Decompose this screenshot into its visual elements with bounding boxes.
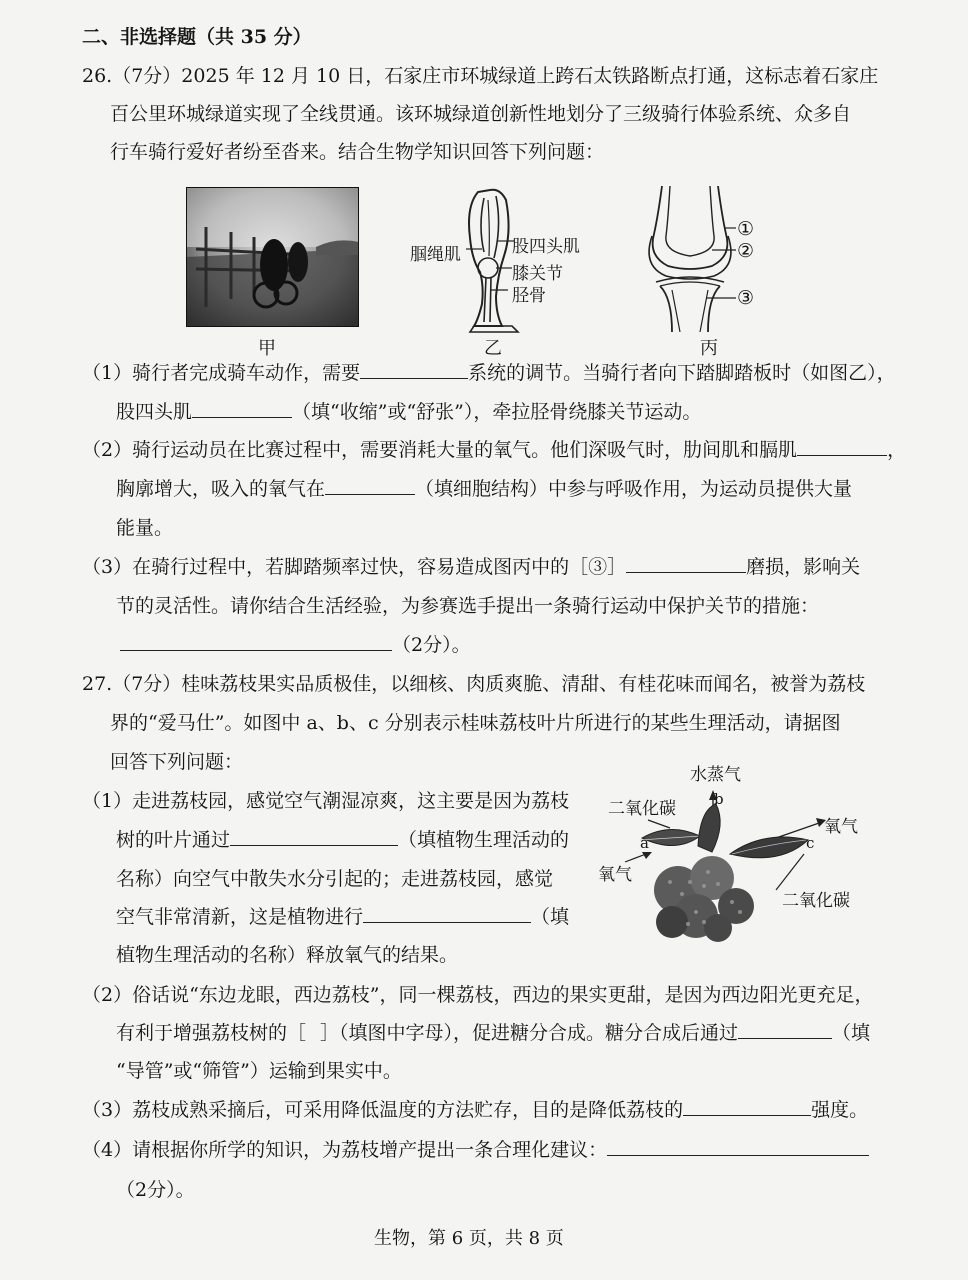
text: （3）在骑行过程中，若脚踏频率过快，容易造成图丙中的［③］ xyxy=(82,556,627,578)
text: 强度。 xyxy=(811,1099,869,1121)
q26-p2-line-1 xyxy=(82,437,906,463)
q26-intro-line-3: 行车骑行爱好者纷至沓来。结合生物学知识回答下列问题： xyxy=(110,141,605,163)
q27-p1-line-5: 植物生理活动的名称）释放氧气的结果。 xyxy=(116,944,459,966)
answer-blank[interactable] xyxy=(797,437,887,456)
q27-p1-line-1: （1）走进荔枝园，感觉空气潮湿凉爽，这主要是因为荔枝 xyxy=(82,790,570,812)
label-a: a xyxy=(640,834,649,852)
knee-label-1: ① xyxy=(737,218,755,240)
label-hamstring: 腘绳肌 xyxy=(410,245,461,265)
label-b: b xyxy=(714,790,724,808)
figure-caption-jia: 甲 xyxy=(258,338,276,359)
text: （填“收缩”或“舒张”），牵拉胫骨绕膝关节运动。 xyxy=(292,401,702,423)
q26-intro-line-2: 百公里环城绿道实现了全线贯通。该环城绿道创新性地划分了三级骑行体验系统、众多自 xyxy=(110,103,852,125)
q27-p2-line-2 xyxy=(116,1020,870,1046)
q26-p1-line-1 xyxy=(82,360,896,386)
text: 股四头肌 xyxy=(116,401,193,423)
answer-blank[interactable] xyxy=(192,399,292,418)
text: （2）骑行运动员在比赛过程中，需要消耗大量的氧气。他们深吸气时，肋间肌和膈肌 xyxy=(82,439,798,461)
q27-intro-line-1: 27.（7分）桂味荔枝果实品质极佳，以细核、肉质爽脆、清甜、有桂花味而闻名，被誉为荔枝 xyxy=(82,673,866,695)
text: （填 xyxy=(832,1022,871,1044)
answer-blank[interactable] xyxy=(325,476,415,495)
text: （4）请根据你所学的知识，为荔枝增产提出一条合理化建议： xyxy=(82,1139,608,1161)
answer-blank[interactable] xyxy=(363,904,531,923)
q27-p1-line-2 xyxy=(116,827,569,853)
answer-blank[interactable] xyxy=(626,554,746,573)
text: ］（填图中字母），促进糖分合成。糖分合成后通过 xyxy=(320,1022,739,1044)
label-oxygen-right: 氧气 xyxy=(824,817,858,837)
text: （3）荔枝成熟采摘后，可采用降低温度的方法贮存，目的是降低荔枝的 xyxy=(82,1099,684,1121)
text: 有利于增强荔枝树的［ xyxy=(116,1022,307,1044)
answer-blank[interactable] xyxy=(738,1020,832,1039)
answer-blank[interactable] xyxy=(360,360,468,379)
text: ， xyxy=(887,439,907,461)
knee-label-3: ③ xyxy=(737,287,755,309)
text: （1）骑行者完成骑车动作，需要 xyxy=(82,362,361,384)
answer-blank[interactable] xyxy=(683,1097,811,1116)
label-c: c xyxy=(806,834,815,852)
figure-caption-bing: 丙 xyxy=(700,338,718,359)
q26-p2-line-3: 能量。 xyxy=(116,517,174,539)
q26-p3-line-1 xyxy=(82,554,860,580)
q26-intro-line-1: 26.（7分）2025 年 12 月 10 日，石家庄市环城绿道上跨石太铁路断点打通，这标志着石家庄 xyxy=(82,65,879,87)
label-tibia: 胫骨 xyxy=(512,286,546,306)
q26-p2-line-2 xyxy=(116,476,852,502)
figure-caption-yi: 乙 xyxy=(484,338,502,359)
page-footer: 生物，第 6 页，共 8 页 xyxy=(374,1228,564,1249)
label-co2-bottom: 二氧化碳 xyxy=(782,891,850,911)
answer-blank[interactable] xyxy=(120,632,392,651)
q27-p1-line-4 xyxy=(116,904,569,930)
label-oxygen-left: 氧气 xyxy=(598,865,632,885)
label-knee-joint: 膝关节 xyxy=(512,264,563,284)
q26-p1-line-2 xyxy=(116,399,701,425)
text: 系统的调节。当骑行者向下踏脚踏板时（如图乙）， xyxy=(468,362,896,384)
q27-intro-line-2: 界的“爱马仕”。如图中 a、b、c 分别表示桂味荔枝叶片所进行的某些生理活动，请据图 xyxy=(110,712,841,734)
answer-blank[interactable] xyxy=(607,1137,869,1156)
text: （2分）。 xyxy=(392,634,471,656)
q27-p3-line xyxy=(82,1097,868,1123)
q27-p2-line-3: “导管”或“筛管”）运输到果实中。 xyxy=(116,1060,402,1082)
text: 胸廓增大，吸入的氧气在 xyxy=(116,478,326,500)
knee-joint-diagram xyxy=(640,186,740,332)
q26-p3-line-3 xyxy=(120,632,471,658)
knee-label-2: ② xyxy=(737,240,755,262)
label-quadriceps: 股四头肌 xyxy=(512,237,580,257)
text: 磨损，影响关 xyxy=(746,556,861,578)
q27-p1-line-3: 名称）向空气中散失水分引起的；走进荔枝园，感觉 xyxy=(116,868,554,890)
section-title: 二、非选择题（共 35 分） xyxy=(82,26,312,48)
cycling-photo xyxy=(186,187,359,327)
q27-p4-line-2: （2分）。 xyxy=(116,1179,195,1201)
q27-p2-line-1: （2）俗话说“东边龙眼，西边荔枝”，同一棵荔枝，西边的果实更甜，是因为西边阳光更充足， xyxy=(82,984,874,1006)
label-co2-top: 二氧化碳 xyxy=(608,799,676,819)
text: 树的叶片通过 xyxy=(116,829,231,851)
text: 空气非常清新，这是植物进行 xyxy=(116,906,364,928)
q27-intro-line-3: 回答下列问题： xyxy=(110,751,244,773)
text: （填细胞结构）中参与呼吸作用，为运动员提供大量 xyxy=(415,478,853,500)
text: （填植物生理活动的 xyxy=(398,829,570,851)
answer-blank[interactable] xyxy=(230,827,398,846)
q26-p3-line-2: 节的灵活性。请你结合生活经验，为参赛选手提出一条骑行运动中保护关节的措施： xyxy=(116,595,820,617)
q27-p4-line-1 xyxy=(82,1137,869,1163)
text: （填 xyxy=(531,906,570,928)
label-water-vapor: 水蒸气 xyxy=(690,765,741,785)
